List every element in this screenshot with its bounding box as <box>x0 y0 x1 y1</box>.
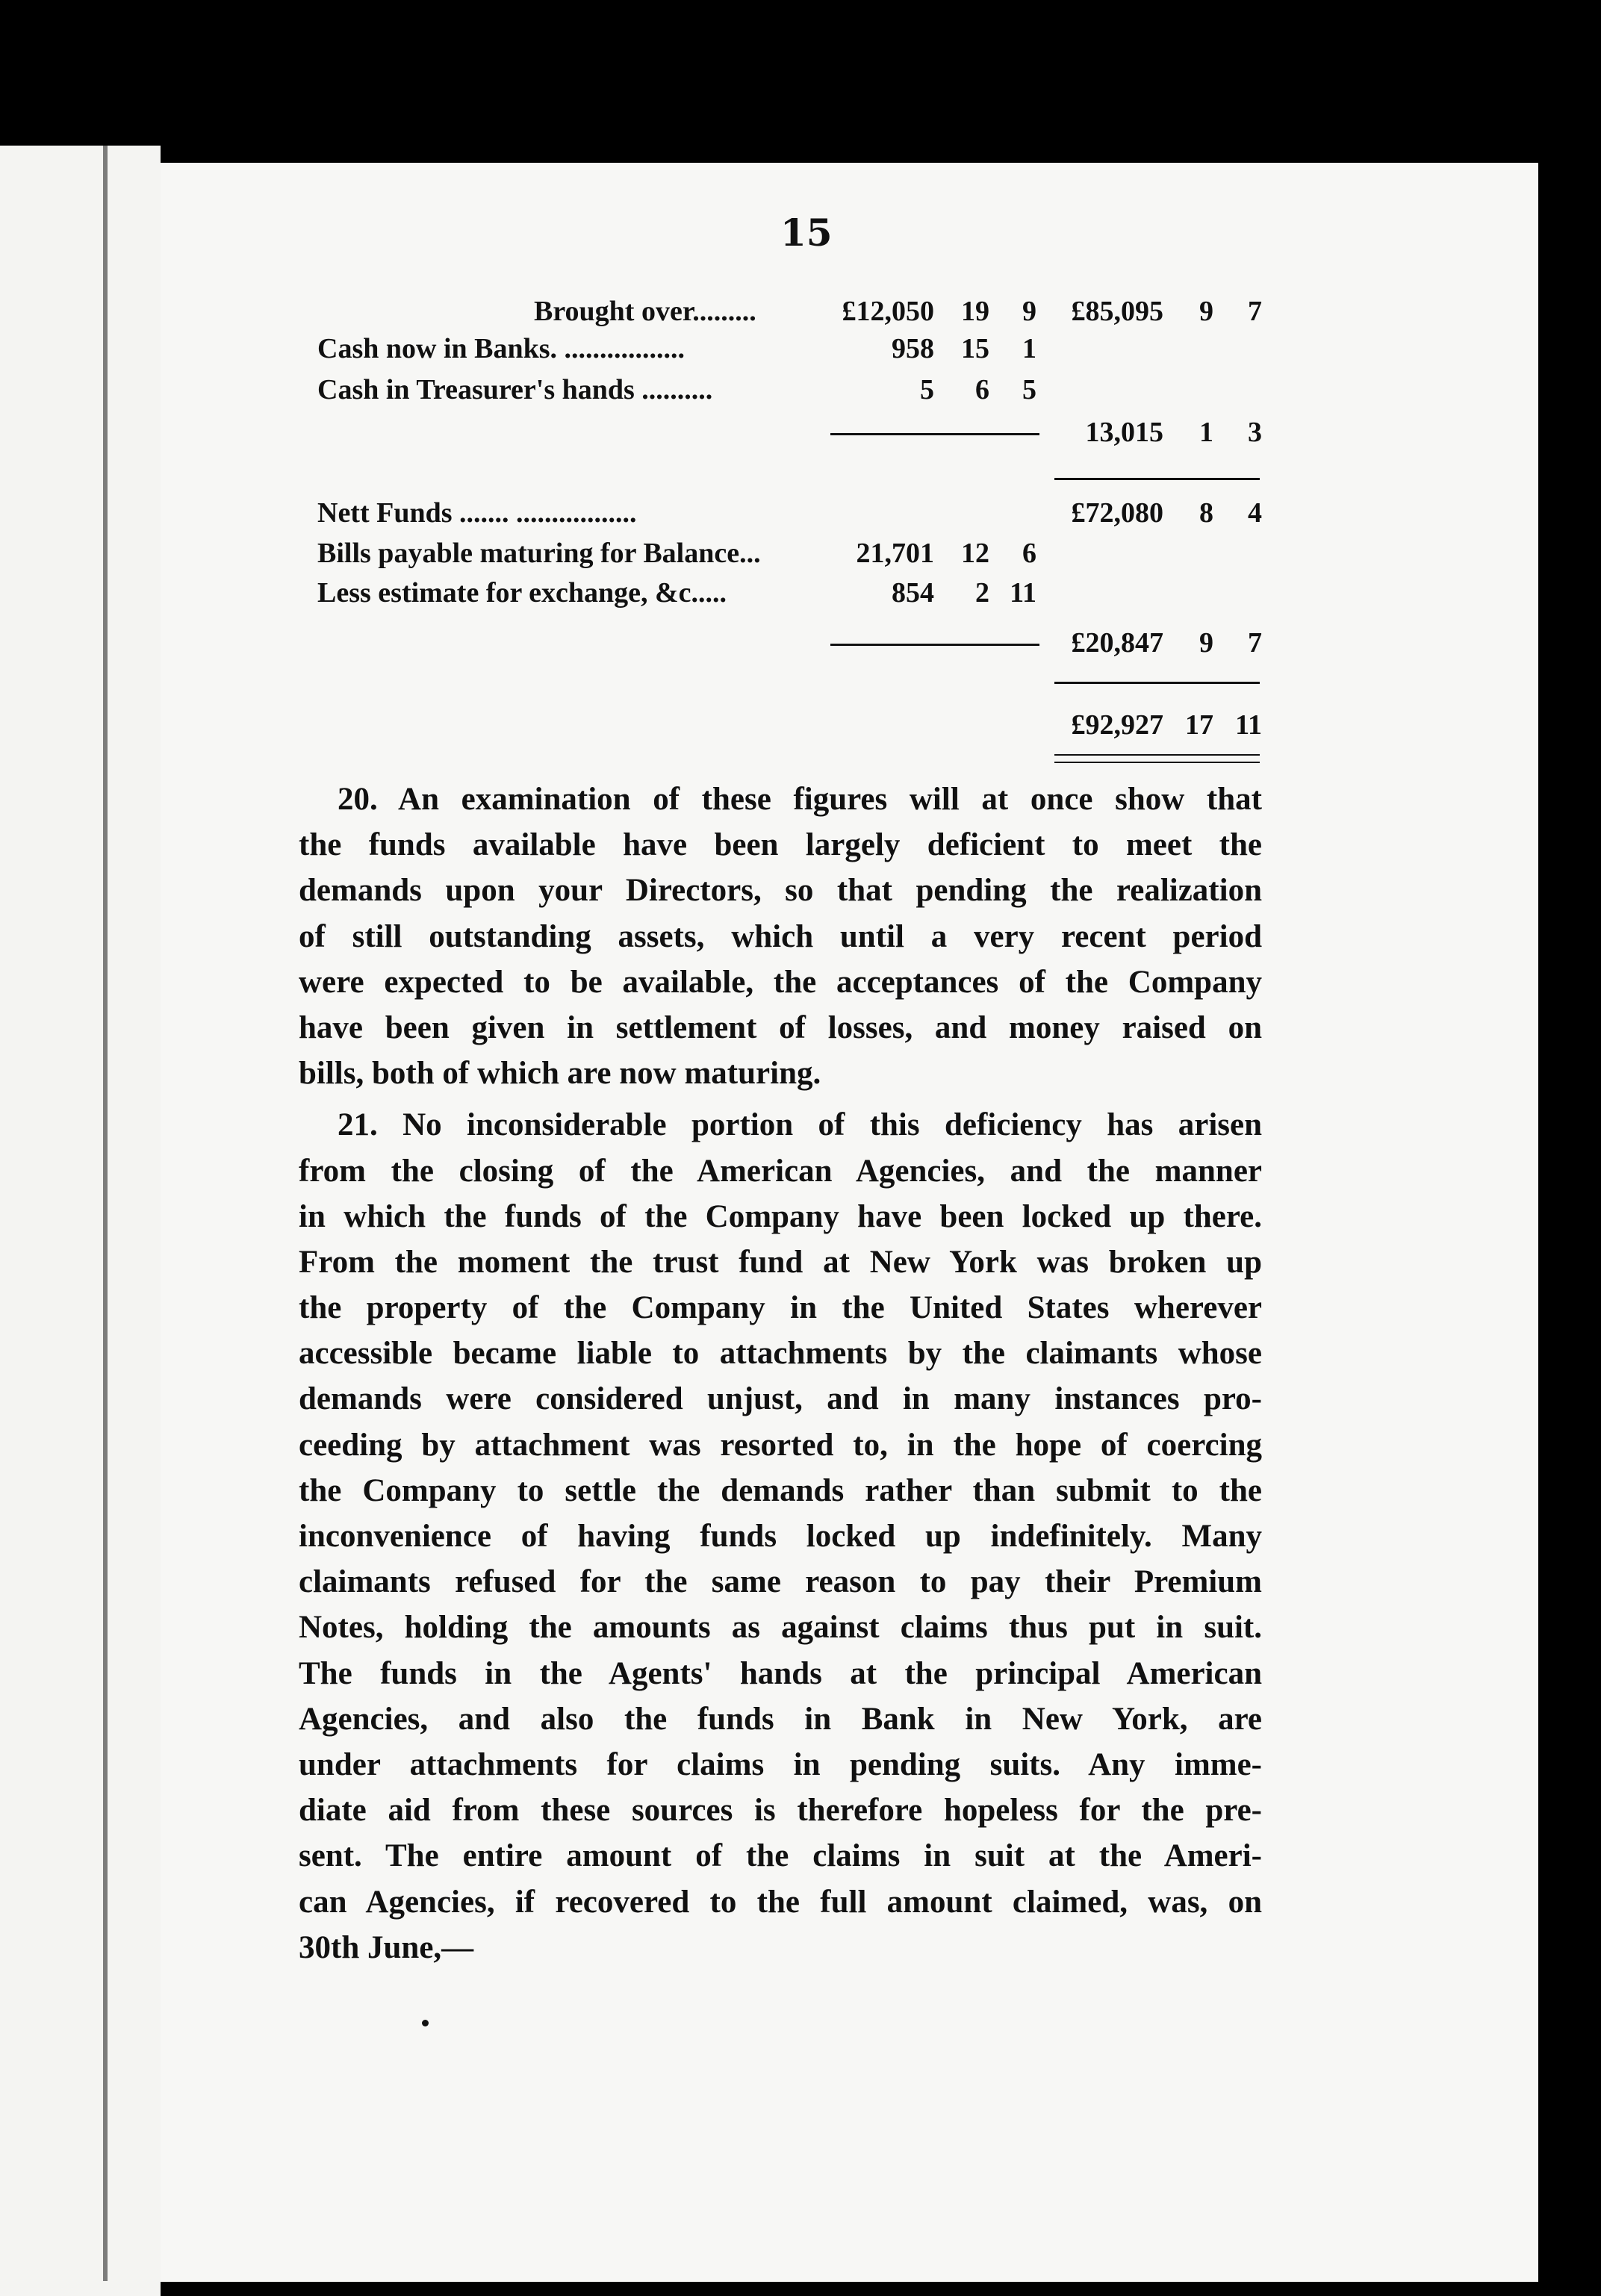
ledger-brought-over-c4: £85,095 <box>1071 296 1163 327</box>
p20-line: have been given in settlement of losses, and money raised on <box>299 1009 1262 1045</box>
ledger-cash-banks-c2: 15 <box>961 333 989 364</box>
p21-line: Agencies, and also the funds in Bank in New York, are <box>299 1701 1262 1737</box>
ledger-less-estimate-c3: 11 <box>1010 577 1036 609</box>
ledger-label-nett-funds: Nett Funds ....... ................. <box>317 497 637 529</box>
ledger-cash-banks-c1: 958 <box>892 333 934 364</box>
ledger-grand-total-c4: £92,927 <box>1071 709 1163 741</box>
ledger-subtotal-1-c5: 1 <box>1199 417 1213 448</box>
ledger-nett-funds-c4: £72,080 <box>1071 497 1163 529</box>
p20-line: bills, both of which are now maturing. <box>299 1056 821 1092</box>
ledger-grand-total-c5: 17 <box>1185 709 1213 741</box>
p20-line: were expected to be available, the acceptances of the Company <box>299 964 1262 1000</box>
ledger-less-estimate-c2: 2 <box>975 577 989 609</box>
p21-line: can Agencies, if recovered to the full amount claimed, was, on <box>299 1884 1262 1920</box>
p21-line: The funds in the Agents' hands at the principal American <box>299 1655 1262 1691</box>
ledger-less-estimate-c1: 854 <box>892 577 934 609</box>
ledger-brought-over-c5: 9 <box>1199 296 1213 327</box>
paragraph-20 <box>299 777 1262 1096</box>
p21-line: 21. No inconsiderable portion of this deficiency has arisen <box>338 1107 1262 1143</box>
facing-page-edge <box>0 146 161 2296</box>
ledger-subtotal-2-c4: £20,847 <box>1071 627 1163 659</box>
body-text <box>299 777 1262 1970</box>
ledger-brought-over-c6: 7 <box>1248 296 1262 327</box>
ledger-brought-over-c2: 19 <box>961 296 989 327</box>
ledger-cash-treasurer-c3: 5 <box>1022 374 1036 405</box>
p20-line: the funds available have been largely deficient to meet the <box>299 827 1262 863</box>
ledger-bills-payable-c1: 21,701 <box>856 538 934 569</box>
rule-under-cash-columns <box>830 433 1039 435</box>
ledger-label-cash-treasurer: Cash in Treasurer's hands .......... <box>317 374 713 405</box>
p21-line: from the closing of the American Agencies, and the manner <box>299 1153 1262 1189</box>
ledger-grand-total-c6: 11 <box>1235 709 1262 741</box>
p20-line: of still outstanding assets, which until a very recent period <box>299 918 1262 954</box>
ledger-cash-treasurer-c2: 6 <box>975 374 989 405</box>
ledger-brought-over-c3: 9 <box>1022 296 1036 327</box>
book-gutter <box>103 146 108 2281</box>
ledger-label-bills-payable: Bills payable maturing for Balance... <box>317 538 761 569</box>
ledger-subtotal-1-c4: 13,015 <box>1085 417 1163 448</box>
paragraph-21 <box>299 1102 1262 1970</box>
ledger-bills-payable-c2: 12 <box>961 538 989 569</box>
double-rule-bottom <box>1054 762 1260 763</box>
rule-under-bills-columns <box>830 644 1039 646</box>
ledger-brought-over-c1: £12,050 <box>842 296 934 327</box>
page-number: 15 <box>780 211 833 255</box>
p21-line: the Company to settle the demands rather than submit to the <box>299 1472 1262 1508</box>
ledger-label-cash-banks: Cash now in Banks. ................. <box>317 333 686 364</box>
ledger-subtotal-1-c6: 3 <box>1248 417 1262 448</box>
printer-dot <box>422 2020 429 2026</box>
p21-line: accessible became liable to attachments by the claimants whose <box>299 1336 1262 1372</box>
ledger-label-brought-over: Brought over......... <box>534 296 756 327</box>
p21-line: From the moment the trust fund at New York was broken up <box>299 1244 1262 1280</box>
rule-under-subtotal-1 <box>1054 478 1260 480</box>
ledger-nett-funds-c5: 8 <box>1199 497 1213 529</box>
p21-line: in which the funds of the Company have been locked up there. <box>299 1198 1262 1234</box>
ledger-subtotal-2-c6: 7 <box>1248 627 1262 659</box>
ledger-nett-funds-c6: 4 <box>1248 497 1262 529</box>
p21-line: claimants refused for the same reason to pay their Premium <box>299 1564 1262 1600</box>
p21-line: Notes, holding the amounts as against claims thus put in suit. <box>299 1610 1262 1646</box>
p20-line: demands upon your Directors, so that pending the realization <box>299 873 1262 909</box>
p21-line: the property of the Company in the United States wherever <box>299 1290 1262 1326</box>
p21-line: inconvenience of having funds locked up indefinitely. Many <box>299 1519 1262 1554</box>
ledger-cash-banks-c3: 1 <box>1022 333 1036 364</box>
p20-line: 20. An examination of these figures will at once show that <box>338 782 1262 817</box>
ledger-label-less-estimate: Less estimate for exchange, &c..... <box>317 577 727 609</box>
ledger-bills-payable-c3: 6 <box>1022 538 1036 569</box>
p21-line: 30th June,— <box>299 1929 474 1965</box>
p21-line: under attachments for claims in pending suits. Any imme- <box>299 1746 1262 1782</box>
ledger-cash-treasurer-c1: 5 <box>920 374 934 405</box>
p21-line: ceeding by attachment was resorted to, in the hope of coercing <box>299 1427 1262 1463</box>
p21-line: sent. The entire amount of the claims in suit at the Ameri- <box>299 1838 1262 1874</box>
p21-line: diate aid from these sources is therefore hopeless for the pre- <box>299 1793 1262 1829</box>
ledger-subtotal-2-c5: 9 <box>1199 627 1213 659</box>
double-rule-top <box>1054 754 1260 756</box>
rule-under-subtotal-2 <box>1054 682 1260 684</box>
p21-line: demands were considered unjust, and in many instances pro- <box>299 1381 1262 1417</box>
